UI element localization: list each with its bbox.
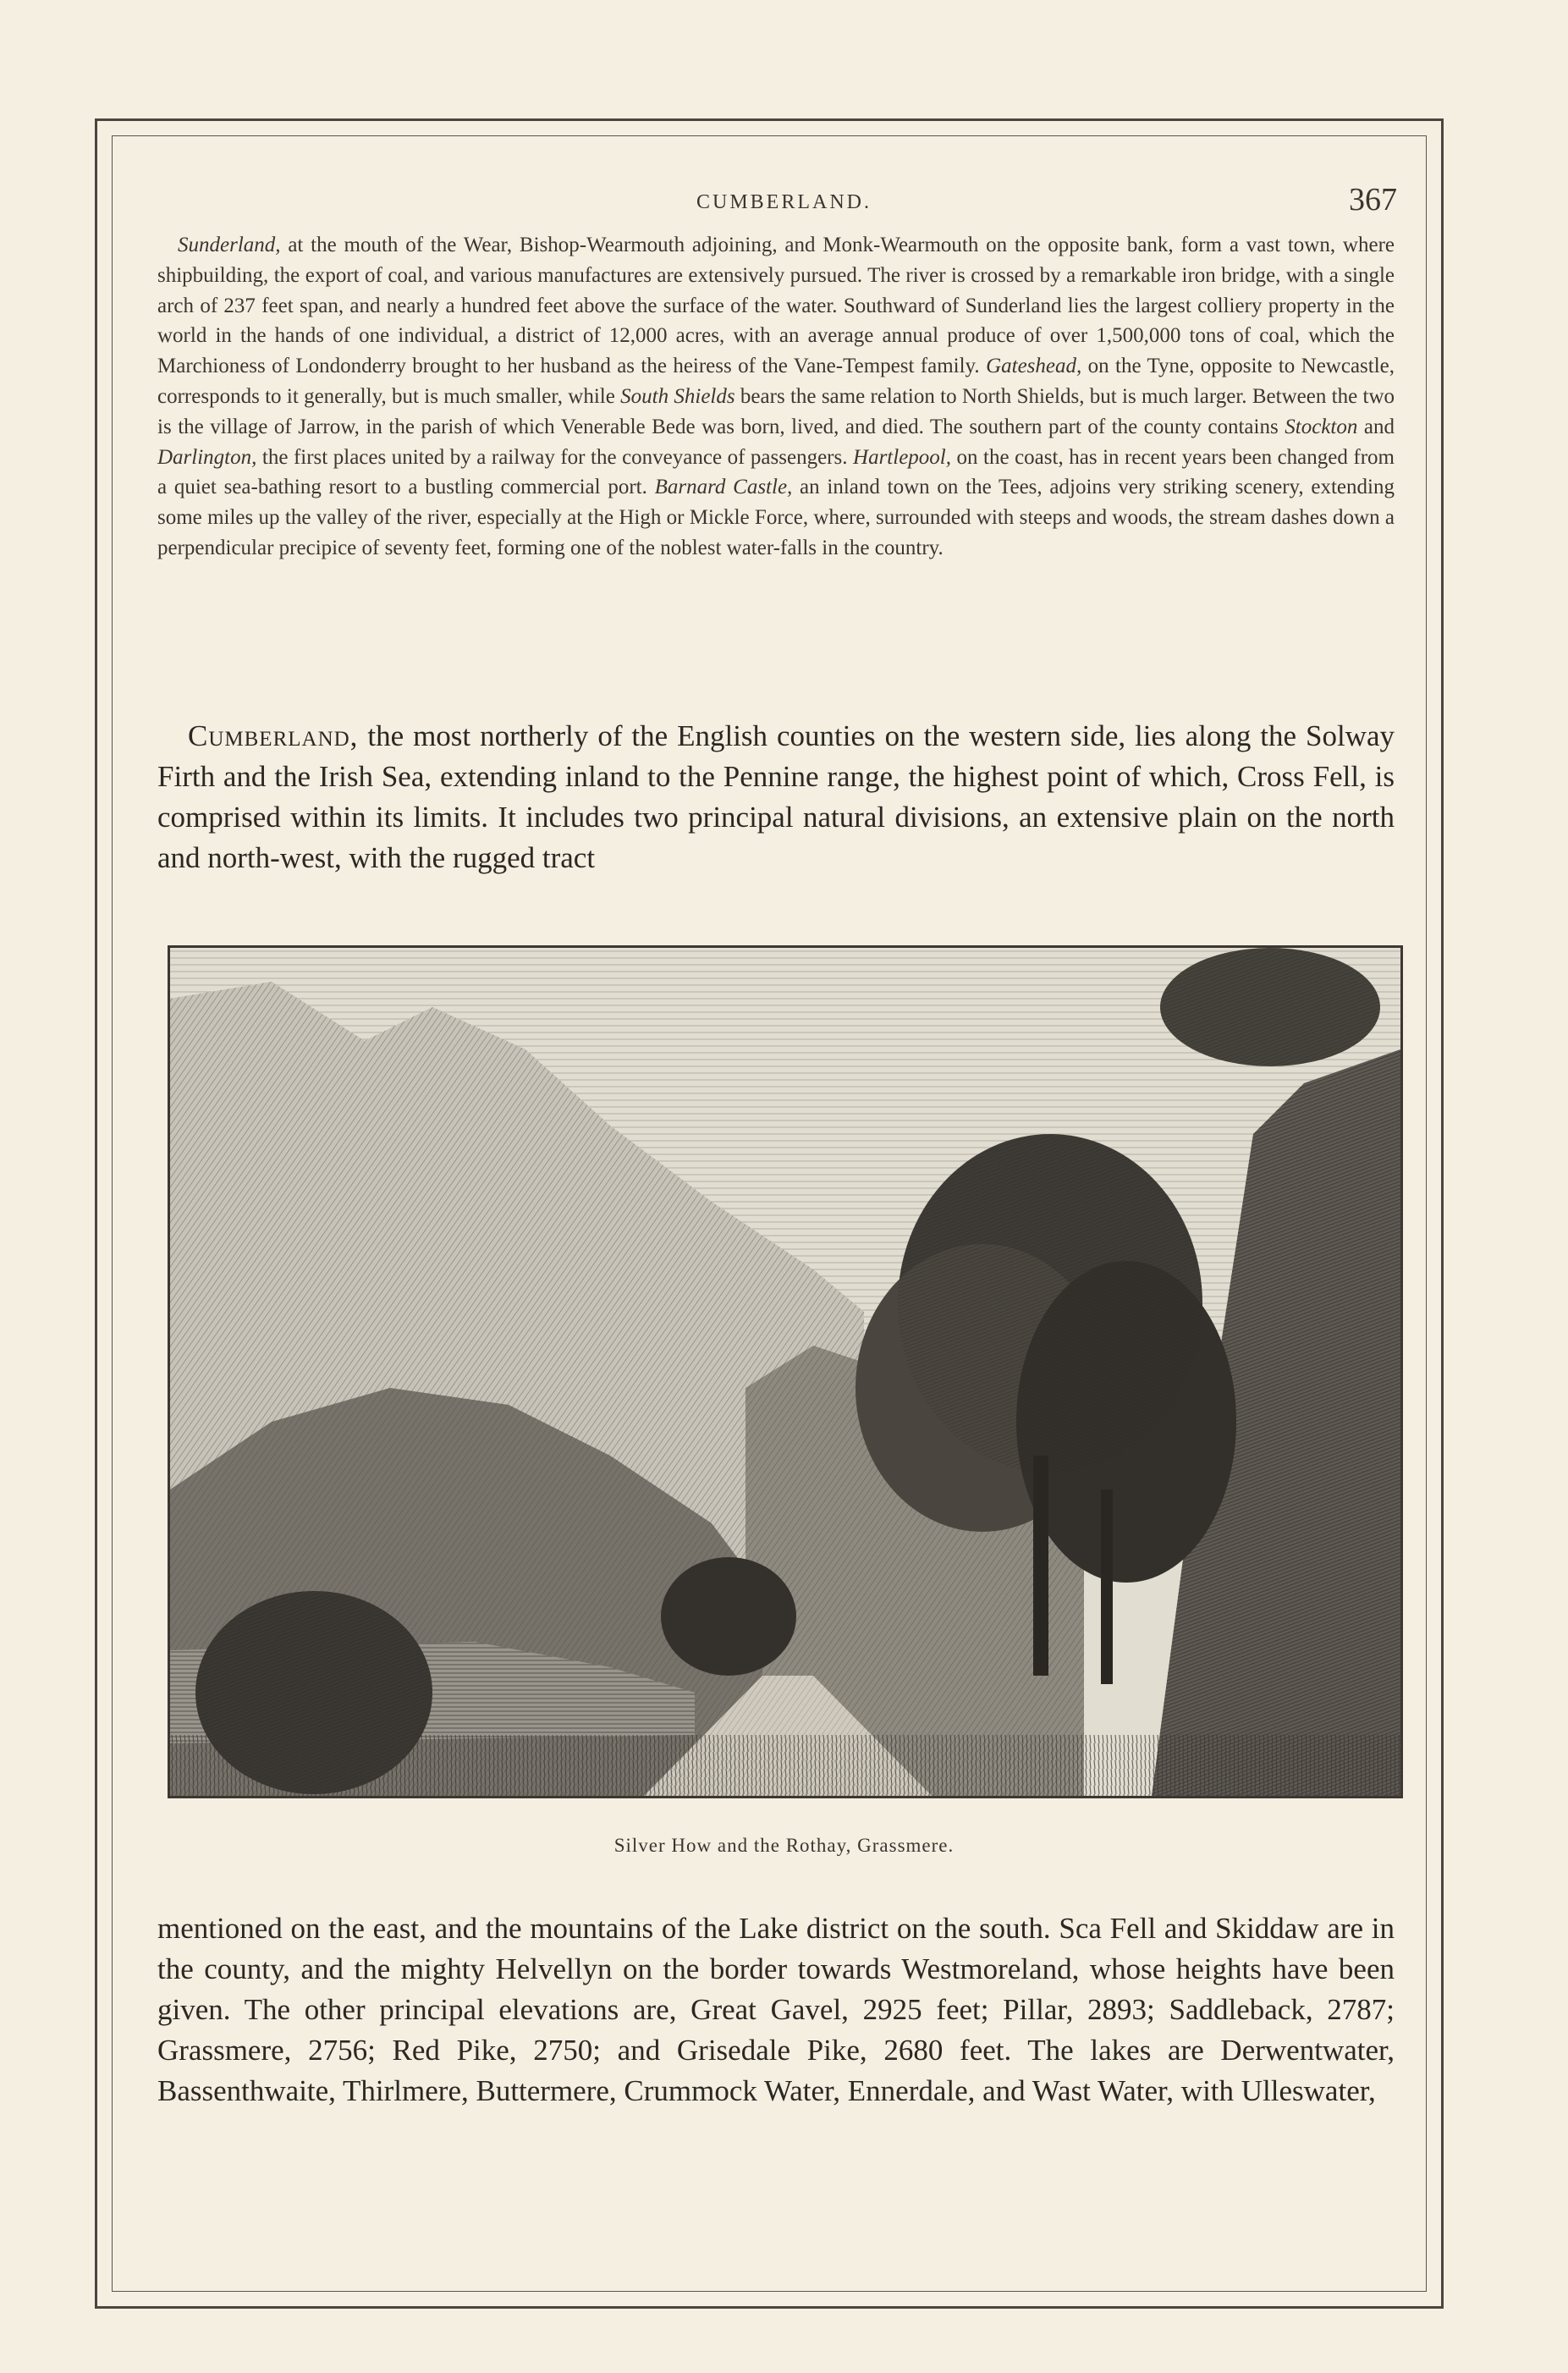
- tree-centre: [661, 1557, 796, 1676]
- place-hartlepool: Hartlepool,: [853, 445, 951, 469]
- text-run-5: the first places united by a railway for the conveyance of passengers.: [256, 445, 854, 469]
- foreground-grass: [170, 1735, 1400, 1796]
- continuation-paragraph: [157, 1908, 1395, 2111]
- text-run-2: on the Tyne, opposite to Newcastle, corresponds to it generally, but is much smaller, while: [157, 355, 1395, 408]
- text-run-3: bears the same relation to North Shields, but is much larger. Between the two is the village of Jarrow, in the parish of which Venerable Bede was born, lived, and died. The southern part of the county contains: [157, 384, 1395, 438]
- place-gateshead: Gateshead,: [986, 355, 1082, 378]
- cumberland-text: the most northerly of the English counties on the western side, lies along the Solway Firth and the Irish Sea, extending inland to the Pennine range, the highest point of which, Cross Fell, is comprised within its limits. It includes two principal natural divisions, an extensive plain on the north and north-west, with the rugged tract: [157, 719, 1395, 874]
- continuation-text: mentioned on the east, and the mountains of the Lake district on the south. Sca Fell and Skiddaw are in the county, and the mighty Helvellyn on the border towards Westmoreland, whose heights have been given. The other principal elevations are, Great Gavel, 2925 feet; Pillar, 2893; Saddleback, 2787; Grassmere, 2756; Red Pike, 2750; and Grisedale Pike, 2680 feet. The lakes are Derwentwater, Bassenthwaite, Thirlmere, Buttermere, Crummock Water, Ennerdale, and Wast Water, with Ulleswater,: [157, 1912, 1395, 2107]
- page-number: 367: [1349, 182, 1397, 217]
- text-run-4: and: [1357, 415, 1395, 438]
- cumberland-lead: Cumberland,: [188, 719, 359, 752]
- place-stockton: Stockton: [1285, 415, 1358, 438]
- illustration-caption: Silver How and the Rothay, Grassmere.: [613, 1835, 955, 1856]
- place-south-shields: South Shields: [620, 384, 735, 408]
- text-run-1: at the mouth of the Wear, Bishop-Wearmouth adjoining, and Monk-Wearmouth on the opposite bank, form a vast town, where shipbuilding, the export of coal, and various manufactures are extensively pursued. The river is crossed by a remarkable iron bridge, with a single arch of 237 feet span, and nearly a hundred feet above the surface of the water. Southward of Sunderland lies the largest colliery property in the world in the hands of one individual, a district of 12,000 acres, with an average annual produce of over 1,500,000 tons of coal, which the Marchioness of Londonderry brought to her husband as the heiress of the Vane-Tempest family.: [157, 234, 1395, 378]
- text-run-7: an inland town on the Tees, adjoins very striking scenery, extending some miles up the valley of the river, especially at the High or Mickle Force, where, surrounded with steeps and woods, the stream dashes down a perpendicular precipice of seventy feet, forming one of the noblest water-falls in the country.: [157, 476, 1395, 559]
- place-darlington: Darlington,: [157, 445, 257, 469]
- sunderland-paragraph: [157, 230, 1395, 564]
- text-run-6: on the coast, has in recent years been changed from a quiet sea-bathing resort to a bustling commercial port.: [157, 445, 1395, 499]
- place-barnard-castle: Barnard Castle,: [654, 476, 793, 499]
- running-title: CUMBERLAND.: [696, 191, 872, 213]
- place-sunderland: Sunderland,: [178, 234, 281, 256]
- cumberland-paragraph: [157, 716, 1395, 878]
- engraving-drawing: [170, 948, 1400, 1796]
- engraving-illustration: [168, 945, 1403, 1798]
